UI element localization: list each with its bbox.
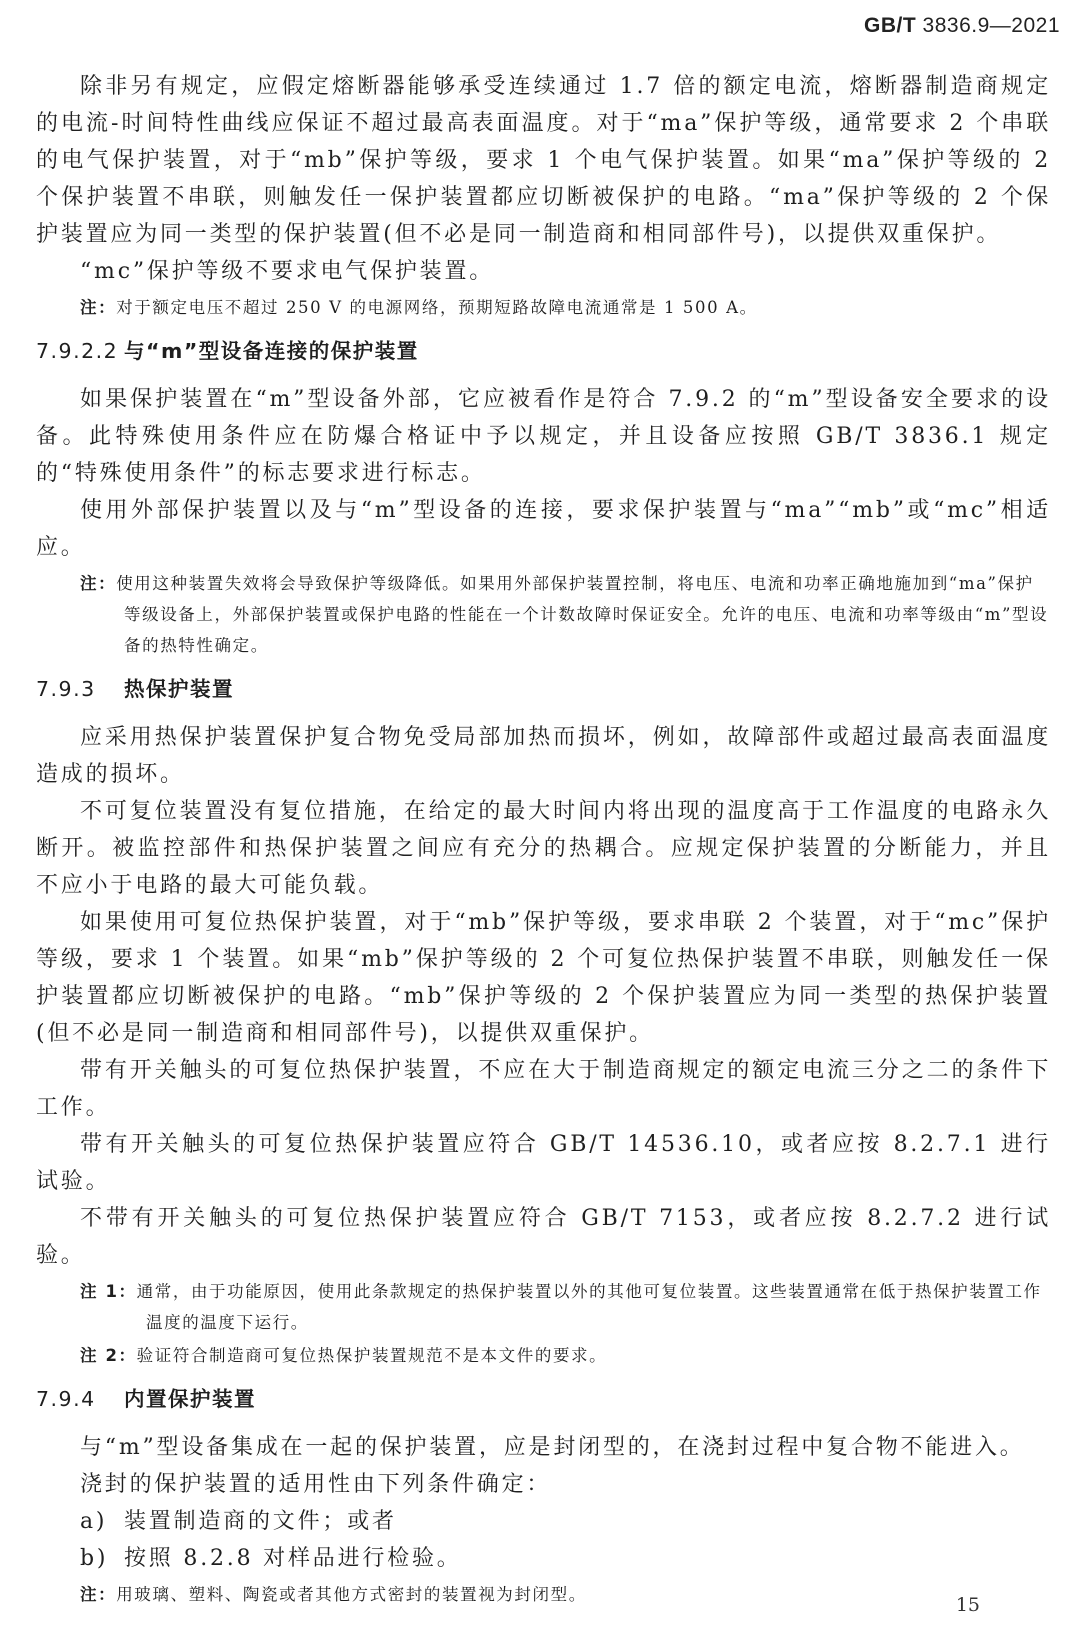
list-item-b	[36, 1540, 1051, 1577]
note-2	[36, 1340, 1051, 1371]
heading-7-9-4	[36, 1381, 1051, 1417]
standard-prefix: GB/T	[864, 14, 917, 37]
note-label: 注：	[80, 574, 117, 593]
paragraph-no-switch-contacts: 不带有开关触头的可复位热保护装置应符合 GB/T 7153，或者应按 8.2.7.2 进行试验。	[36, 1206, 1051, 1268]
page-number: 15	[955, 1594, 980, 1616]
paragraph-non-resettable: 不可复位装置没有复位措施，在给定的最大时间内将出现的温度高于工作温度的电路永久断开。被监控部件和热保护装置之间应有充分的热耦合。应规定保护装置的分断能力，并且不应小于电路的最大可能负载。	[36, 799, 1051, 898]
note-label: 注：	[80, 298, 117, 317]
list-text: 装置制造商的文件；或者	[124, 1509, 397, 1534]
note-short-circuit	[36, 292, 1051, 323]
paragraph-fuse-rating: 除非另有规定，应假定熔断器能够承受连续通过 1.7 倍的额定电流，熔断器制造商规定的电流-时间特性曲线应保证不超过最高表面温度。对于“ma”保护等级，通常要求 2 个串联的电气保护装置，对于“mb”保护等级，要求 1 个电气保护装置。如果“ma”保护等级的 2 个保护装置不串联，则触发任一保护装置都应切断被保护的电路。“ma”保护等级的 2 个保护装置应为同一类型的保护装置(但不必是同一制造商和相同部件号)，以提供双重保护。	[36, 74, 1051, 247]
section-title: 内置保护装置	[124, 1387, 256, 1411]
note-text: 通常，由于功能原因，使用此条款规定的热保护装置以外的其他可复位装置。这些装置通常在低于热保护装置工作温度的温度下运行。	[136, 1282, 1042, 1332]
section-number: 7.9.4	[36, 1387, 96, 1411]
document-body	[36, 68, 1051, 1610]
paragraph-mc-level: “mc”保护等级不要求电气保护装置。	[80, 259, 495, 284]
list-marker: b)	[80, 1546, 109, 1571]
paragraph-thermal-protection: 应采用热保护装置保护复合物免受局部加热而损坏，例如，故障部件或超过最高表面温度造成的损坏。	[36, 725, 1051, 787]
note-label: 注：	[80, 1585, 117, 1604]
note-failure	[36, 568, 1051, 661]
paragraph-suitability: 浇封的保护装置的适用性由下列条件确定：	[80, 1472, 552, 1497]
note-text: 使用这种装置失效将会导致保护等级降低。如果用外部保护装置控制，将电压、电流和功率正确地施加到“ma”保护等级设备上，外部保护装置或保护电路的性能在一个计数故障时保证安全。允许的电压、电流和功率等级由“m”型设备的热特性确定。	[116, 574, 1049, 655]
section-title: 热保护装置	[124, 677, 234, 701]
paragraph-external-device: 如果保护装置在“m”型设备外部，它应被看作是符合 7.9.2 的“m”型设备安全要求的设备。此特殊使用条件应在防爆合格证中予以规定，并且设备应按照 GB/T 3836.1 规定的“特殊使用条件”的标志要求进行标志。	[36, 387, 1051, 486]
list-marker: a)	[80, 1509, 108, 1534]
note-text: 用玻璃、塑料、陶瓷或者其他方式密封的装置视为封闭型。	[116, 1585, 587, 1604]
note-text: 对于额定电压不超过 250 V 的电源网络，预期短路故障电流通常是 1 500 A。	[116, 298, 758, 317]
heading-7-9-3	[36, 671, 1051, 707]
paragraph-built-in: 与“m”型设备集成在一起的保护装置，应是封闭型的，在浇封过程中复合物不能进入。	[80, 1435, 1025, 1460]
note-text: 验证符合制造商可复位热保护装置规范不是本文件的要求。	[136, 1346, 608, 1365]
list-text: 按照 8.2.8 对样品进行检验。	[124, 1546, 462, 1571]
section-title: 与“m”型设备连接的保护装置	[124, 339, 419, 363]
paragraph-external-use: 使用外部保护装置以及与“m”型设备的连接，要求保护装置与“ma”“mb”或“mc”相适应。	[36, 498, 1051, 560]
standard-code	[864, 14, 1060, 38]
list-item-a	[36, 1503, 1051, 1540]
paragraph-switch-contacts-rating: 带有开关触头的可复位热保护装置，不应在大于制造商规定的额定电流三分之二的条件下工作。	[36, 1058, 1051, 1120]
paragraph-resettable: 如果使用可复位热保护装置，对于“mb”保护等级，要求串联 2 个装置，对于“mc”保护等级，要求 1 个装置。如果“mb”保护等级的 2 个可复位热保护装置不串联，则触发任一保护装置都应切断被保护的电路。“mb”保护等级的 2 个保护装置应为同一类型的热保护装置(但不必是同一制造商和相同部件号)，以提供双重保护。	[36, 910, 1051, 1046]
section-number: 7.9.3	[36, 677, 96, 701]
note-sealed	[36, 1579, 1051, 1610]
note-1	[36, 1276, 1051, 1338]
paragraph-switch-contacts-standard: 带有开关触头的可复位热保护装置应符合 GB/T 14536.10，或者应按 8.2.7.1 进行试验。	[36, 1132, 1051, 1194]
note-label: 注 2：	[80, 1346, 137, 1365]
note-label: 注 1：	[80, 1282, 137, 1301]
heading-7-9-2-2	[36, 333, 1051, 369]
section-number: 7.9.2.2	[36, 339, 119, 363]
standard-number: 3836.9—2021	[922, 14, 1060, 37]
